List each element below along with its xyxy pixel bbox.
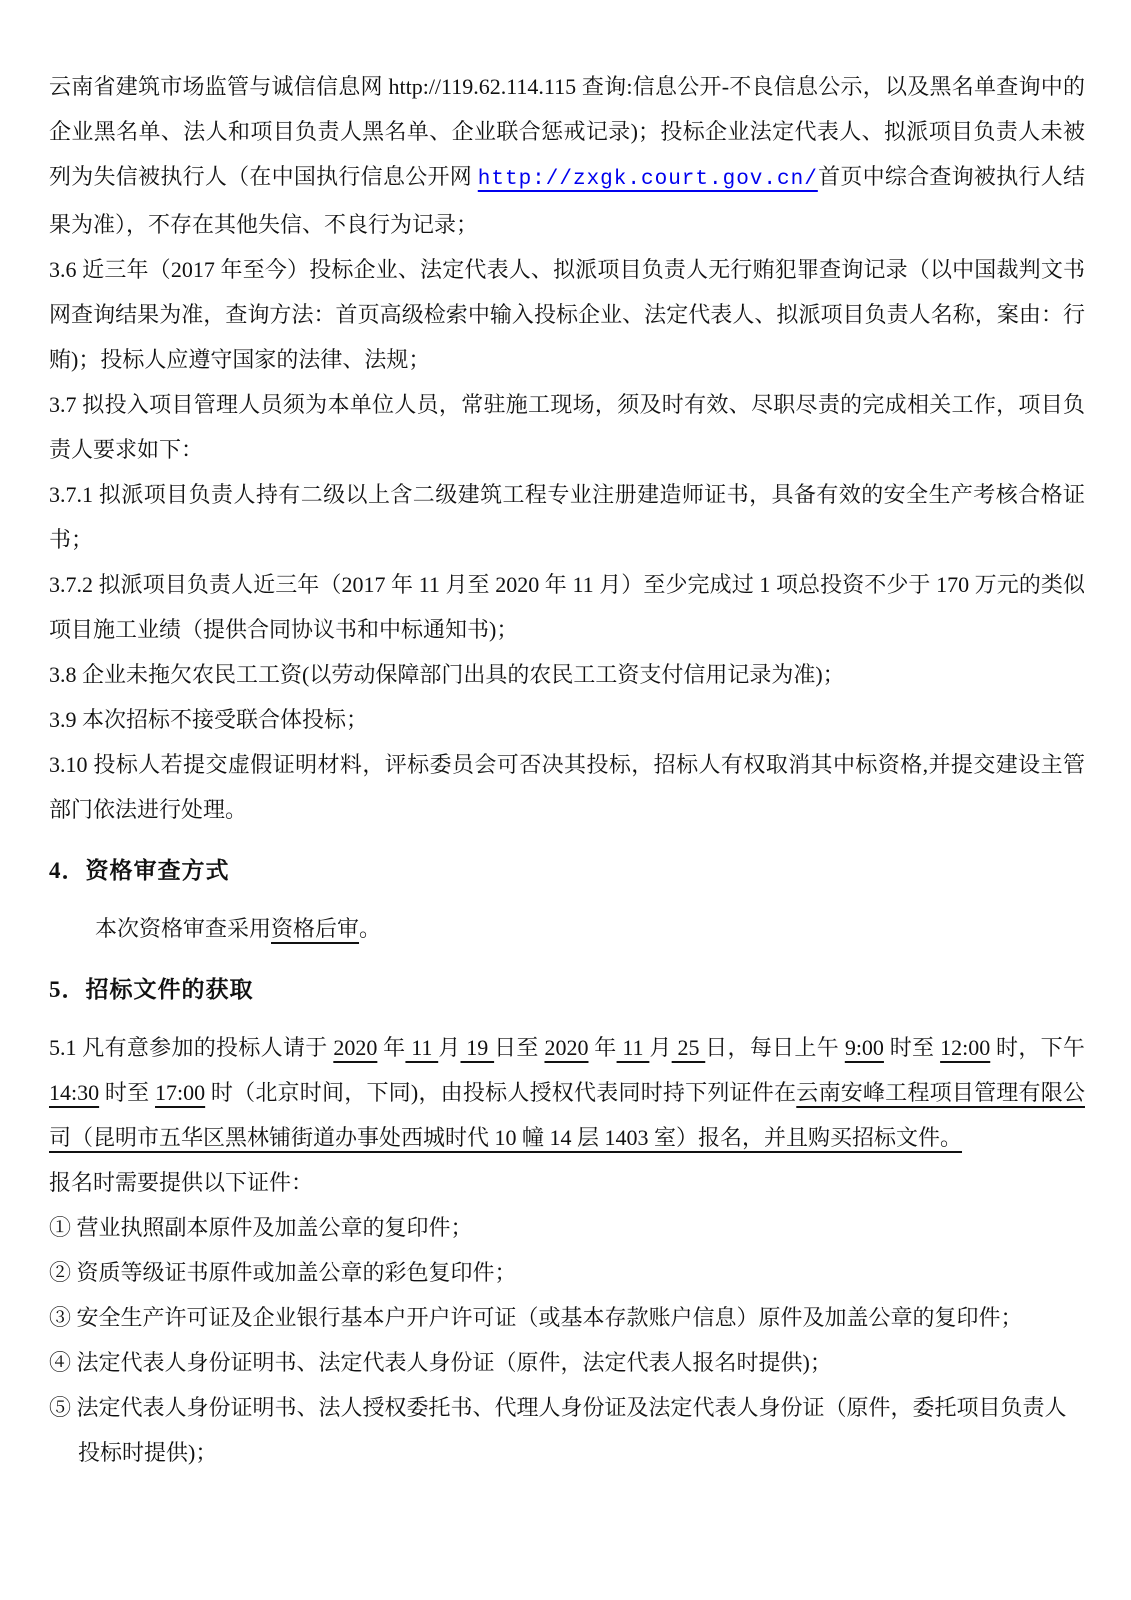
text-run: 日至 bbox=[494, 1035, 545, 1060]
underlined-text: 2020 bbox=[333, 1035, 378, 1060]
heading-5-obtain-documents bbox=[49, 967, 1085, 1012]
para-3-6 bbox=[49, 247, 1085, 382]
text-run: 4．资格审查方式 bbox=[49, 858, 230, 883]
underlined-text: 17:00 bbox=[155, 1080, 206, 1105]
text-run: 首页中综合查询被执行人结果为准），不存在其他失信、不良行为记录； bbox=[49, 164, 1085, 237]
text-run: 时（北京时间，下同)，由投标人授权代表同时持下列证件在 bbox=[205, 1080, 797, 1105]
text-run: 5.1 凡有意参加的投标人请于 bbox=[49, 1035, 334, 1060]
text-run: 云南省建筑市场监管与诚信信息网 http://119.62.114.115 查询:信息公开-不良信息公示，以及黑名单查询中的企业黑名单、法人和项目负责人黑名单、企业联合惩戒记录)；投标企业法定代表人、拟派项目负责人未被列为失信被执行人（在中国执行信息公开网 bbox=[49, 74, 1085, 189]
underlined-text: 资格后审 bbox=[271, 916, 360, 941]
underlined-text: 11 bbox=[616, 1035, 650, 1060]
text-run: 5．招标文件的获取 bbox=[49, 977, 254, 1002]
underlined-text: 25 bbox=[671, 1035, 706, 1060]
text-run: 。 bbox=[359, 916, 382, 941]
underlined-text: 19 bbox=[460, 1035, 495, 1060]
underlined-text: 12:00 bbox=[940, 1035, 991, 1060]
text-run: 3.7.1 拟派项目负责人持有二级以上含二级建筑工程专业注册建造师证书，具备有效的安全生产考核合格证书； bbox=[49, 482, 1085, 552]
text-run: 3.7 拟投入项目管理人员须为本单位人员，常驻施工现场，须及时有效、尽职尽责的完成相关工作，项目负责人要求如下： bbox=[49, 392, 1085, 462]
para-3-7-2 bbox=[49, 562, 1085, 652]
text-run: 3.6 近三年（2017 年至今）投标企业、法定代表人、拟派项目负责人无行贿犯罪查询记录（以中国裁判文书网查询结果为准，查询方法：首页高级检索中输入投标企业、法定代表人、拟派项目负责人名称，案由：行贿)；投标人应遵守国家的法律、法规； bbox=[49, 257, 1085, 372]
para-qualification-method bbox=[49, 906, 1085, 951]
text-run: 本次资格审查采用 bbox=[95, 916, 272, 941]
heading-4-qualification-review bbox=[49, 848, 1085, 893]
text-run: 日，每日上午 bbox=[705, 1035, 845, 1060]
underlined-text: 9:00 bbox=[844, 1035, 884, 1060]
text-run: 报名时需要提供以下证件： bbox=[49, 1170, 314, 1195]
text-run: ④ 法定代表人身份证明书、法定代表人身份证（原件，法定代表人报名时提供)； bbox=[49, 1350, 832, 1375]
text-run: ② 资质等级证书原件或加盖公章的彩色复印件； bbox=[49, 1260, 517, 1285]
list-item-1-business-license bbox=[49, 1205, 1085, 1250]
text-run: 3.7.2 拟派项目负责人近三年（2017 年 11 月至 2020 年 11 月）至少完成过 1 项总投资不少于 170 万元的类似项目施工业绩（提供合同协议书和中标通知书)； bbox=[49, 572, 1085, 642]
list-item-3-safety-permit bbox=[49, 1295, 1085, 1340]
text-run: 3.8 企业未拖欠农民工工资(以劳动保障部门出具的农民工工资支付信用记录为准)； bbox=[49, 662, 845, 687]
list-item-5-authorization bbox=[49, 1385, 1085, 1475]
zxgk-court-link[interactable]: http://zxgk.court.gov.cn/ bbox=[477, 168, 818, 191]
text-run: ⑤ 法定代表人身份证明书、法人授权委托书、代理人身份证及法定代表人身份证（原件，委托项目负责人投标时提供)； bbox=[49, 1395, 1067, 1465]
text-run: 年 bbox=[377, 1035, 406, 1060]
text-run: 时，下午 bbox=[990, 1035, 1085, 1060]
para-credit-record-continuation bbox=[49, 64, 1085, 247]
para-3-7 bbox=[49, 382, 1085, 472]
underlined-text: 2020 bbox=[544, 1035, 589, 1060]
para-3-7-1 bbox=[49, 472, 1085, 562]
underlined-text: 云南安峰工程项目管理有限公司（昆明市五华区黑林铺街道办事处西城时代 10 幢 14 层 1403 室）报名，并且购买招标文件。 bbox=[49, 1080, 1085, 1150]
text-run: 时至 bbox=[99, 1080, 156, 1105]
underlined-text: 14:30 bbox=[49, 1080, 100, 1105]
document-body bbox=[49, 64, 1085, 1475]
para-3-10 bbox=[49, 742, 1085, 832]
text-run: 月 bbox=[438, 1035, 461, 1060]
text-run: 年 bbox=[588, 1035, 617, 1060]
text-run: 月 bbox=[649, 1035, 672, 1060]
para-5-1 bbox=[49, 1025, 1085, 1160]
underlined-text: 11 bbox=[405, 1035, 439, 1060]
list-item-2-qualification-certificate bbox=[49, 1250, 1085, 1295]
para-3-8 bbox=[49, 652, 1085, 697]
text-run: ③ 安全生产许可证及企业银行基本户开户许可证（或基本存款账户信息）原件及加盖公章的复印件； bbox=[49, 1305, 1023, 1330]
text-run: 时至 bbox=[883, 1035, 941, 1060]
para-registration-docs-intro bbox=[49, 1160, 1085, 1205]
text-run: 3.9 本次招标不接受联合体投标； bbox=[49, 707, 369, 732]
list-item-4-legal-rep-id bbox=[49, 1340, 1085, 1385]
text-run: 3.10 投标人若提交虚假证明材料，评标委员会可否决其投标，招标人有权取消其中标资格,并提交建设主管部门依法进行处理。 bbox=[49, 752, 1085, 822]
text-run: ① 营业执照副本原件及加盖公章的复印件； bbox=[49, 1215, 473, 1240]
para-3-9 bbox=[49, 697, 1085, 742]
